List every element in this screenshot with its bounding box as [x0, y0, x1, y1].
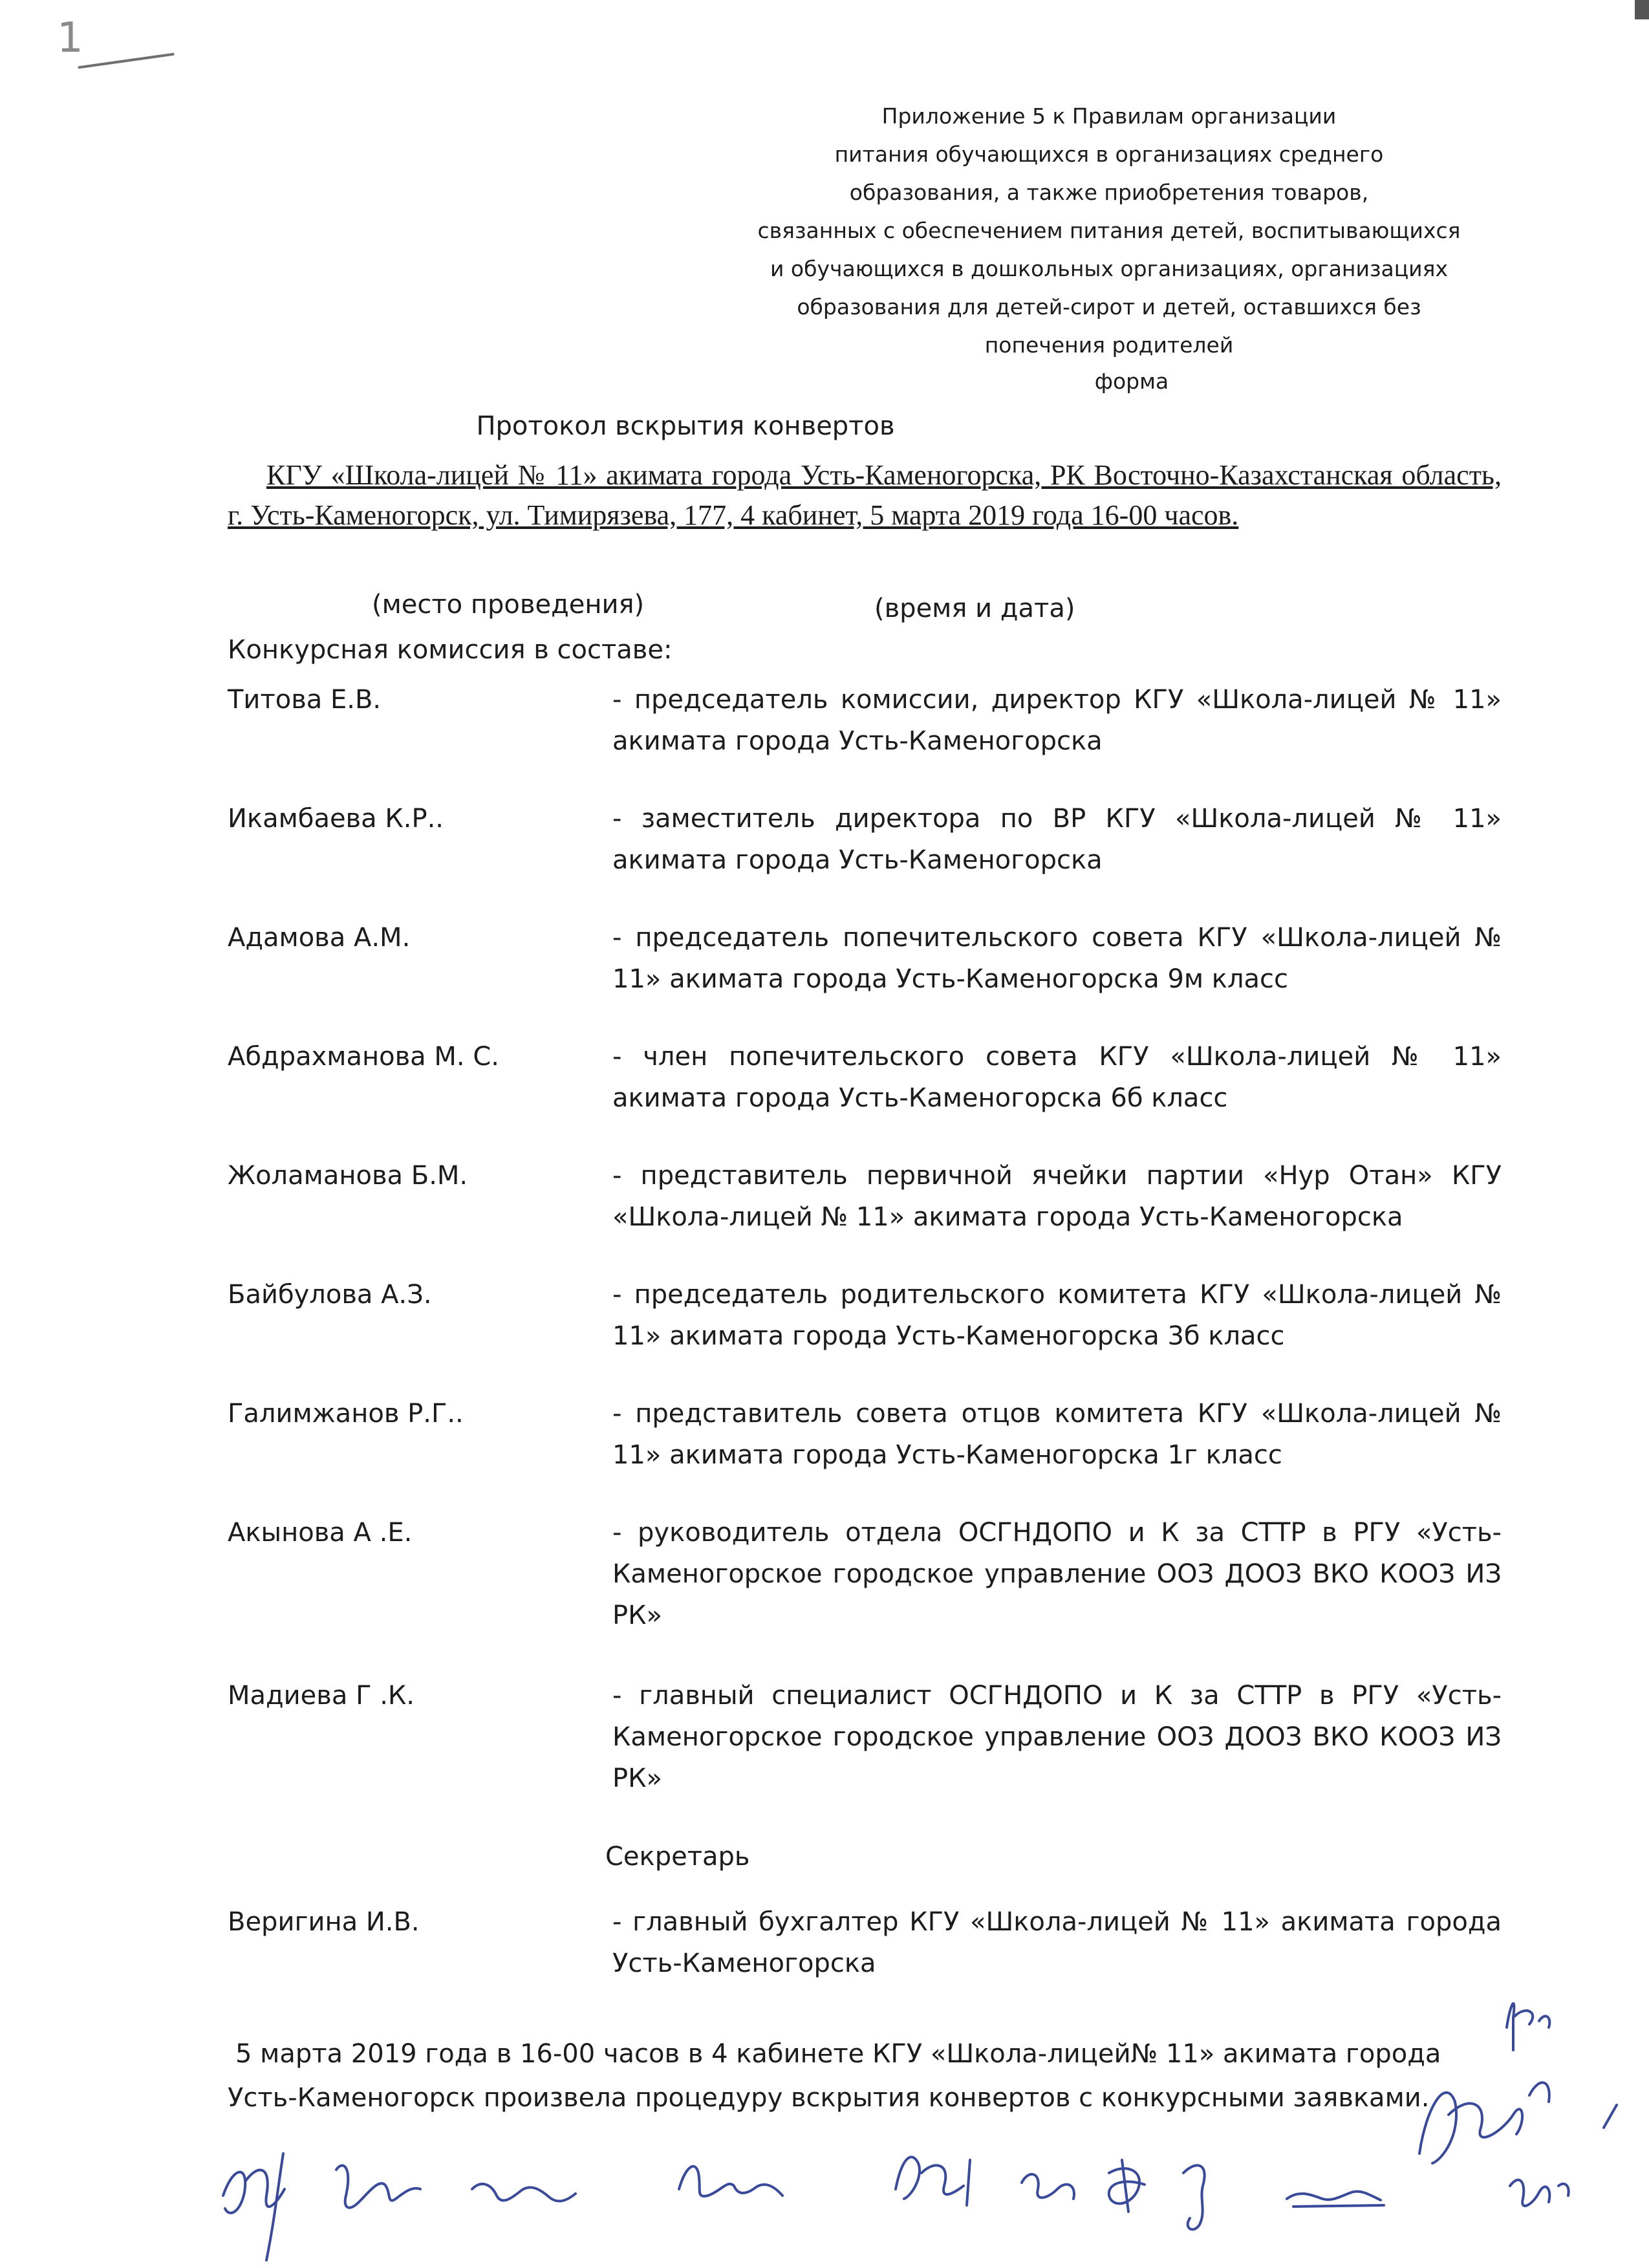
- signature: [1287, 2192, 1384, 2207]
- member-role: - заместитель директора по ВР КГУ «Школа-лицей № 11» акимата города Усть-Каменогорска: [612, 804, 1502, 875]
- signature: [336, 2165, 420, 2207]
- signature: [1510, 2180, 1569, 2206]
- member-name: Икамбаева К.Р..: [228, 804, 444, 834]
- member-role: - председатель попечительского совета КГУ «Школа-лицей № 11» акимата города Усть-Каменогорска 9м класс: [612, 923, 1502, 994]
- appendix-line: попечения родителей: [984, 332, 1234, 358]
- member-name: Адамова А.М.: [228, 923, 411, 953]
- closing-line: 5 марта 2019 года в 16-00 часов в 4 кабинете КГУ «Школа-лицей№ 11» акимата города: [235, 2039, 1441, 2069]
- venue-line: КГУ «Школа-лицей № 11» акимата города Усть-Каменогорска, РК Восточно-Казахстанская область, г. Усть-Каменогорск, ул. Тимирязева, 177, 4 кабинет, 5 марта 2019 года 16-00 часов.: [228, 459, 1502, 531]
- document-title: Протокол вскрытия конвертов: [476, 411, 895, 441]
- member-name: Акынова А .Е.: [228, 1518, 413, 1548]
- closing-line: Усть-Каменогорск произвела процедуру вскрытия конвертов с конкурсными заявками.: [228, 2083, 1430, 2113]
- member-name: Мадиева Г .К.: [228, 1681, 415, 1711]
- signature: [1183, 2165, 1205, 2229]
- signature: [1604, 2105, 1617, 2128]
- signature: [472, 2184, 576, 2201]
- member-role: - представитель первичной ячейки партии «Нур Отан» КГУ «Школа-лицей № 11» акимата города Усть-Каменогорска: [612, 1161, 1502, 1232]
- member-role: - председатель комиссии, директор КГУ «Школа-лицей № 11» акимата города Усть-Каменогорска: [612, 685, 1502, 756]
- place-caption: (место проведения): [372, 590, 645, 620]
- member-role: - председатель родительского комитета КГУ «Школа-лицей № 11» акимата города Усть-Каменогорска 3б класс: [612, 1280, 1502, 1351]
- time-caption: (время и дата): [874, 594, 1075, 623]
- member-role: - представитель совета отцов комитета КГУ «Школа-лицей № 11» акимата города Усть-Каменогорска 1г класс: [612, 1399, 1502, 1470]
- signature: [1022, 2174, 1074, 2199]
- signature: [1419, 2082, 1549, 2163]
- appendix-line: питания обучающихся в организациях среднего: [834, 142, 1384, 167]
- signature: [679, 2166, 782, 2196]
- secretary-role: - главный бухгалтер КГУ «Школа-лицей № 11» акимата города Усть-Каменогорска: [612, 1907, 1502, 1978]
- member-name: Жоламанова Б.М.: [228, 1161, 468, 1191]
- page-number: 1: [57, 14, 83, 62]
- appendix-line: образования для детей-сирот и детей, оставшихся без: [797, 294, 1421, 319]
- appendix-line: образования, а также приобретения товаров,: [849, 180, 1369, 205]
- member-name: Байбулова А.З.: [228, 1280, 432, 1310]
- appendix-line: и обучающихся в дошкольных организациях, организациях: [770, 256, 1449, 281]
- member-role: - член попечительского совета КГУ «Школа-лицей № 11» акимата города Усть-Каменогорска 6б класс: [612, 1042, 1502, 1113]
- member-name: Абдрахманова М. С.: [228, 1042, 499, 1072]
- commission-intro: Конкурсная комиссия в составе:: [228, 635, 673, 665]
- member-role: - главный специалист ОСГНДОПО и К за СТТР в РГУ «Усть-Каменогорское городское управление ООЗ ДООЗ ВКО КООЗ ИЗ РК»: [612, 1681, 1502, 1793]
- signature: [896, 2157, 970, 2205]
- secretary-name: Веригина И.В.: [228, 1907, 420, 1937]
- secretary-heading: Секретарь: [605, 1842, 750, 1872]
- signature: [223, 2154, 285, 2260]
- member-name: Титова Е.В.: [228, 685, 382, 715]
- signature: [1109, 2160, 1145, 2212]
- member-role: - руководитель отдела ОСГНДОПО и К за СТТР в РГУ «Усть-Каменогорское городское управление ООЗ ДООЗ ВКО КООЗ ИЗ РК»: [612, 1518, 1502, 1630]
- form-label: форма: [1094, 369, 1169, 394]
- appendix-line: Приложение 5 к Правилам организации: [881, 103, 1337, 129]
- appendix-line: связанных с обеспечением питания детей, воспитывающихся: [757, 218, 1461, 243]
- signature: [1507, 2003, 1549, 2050]
- member-name: Галимжанов Р.Г..: [228, 1399, 464, 1429]
